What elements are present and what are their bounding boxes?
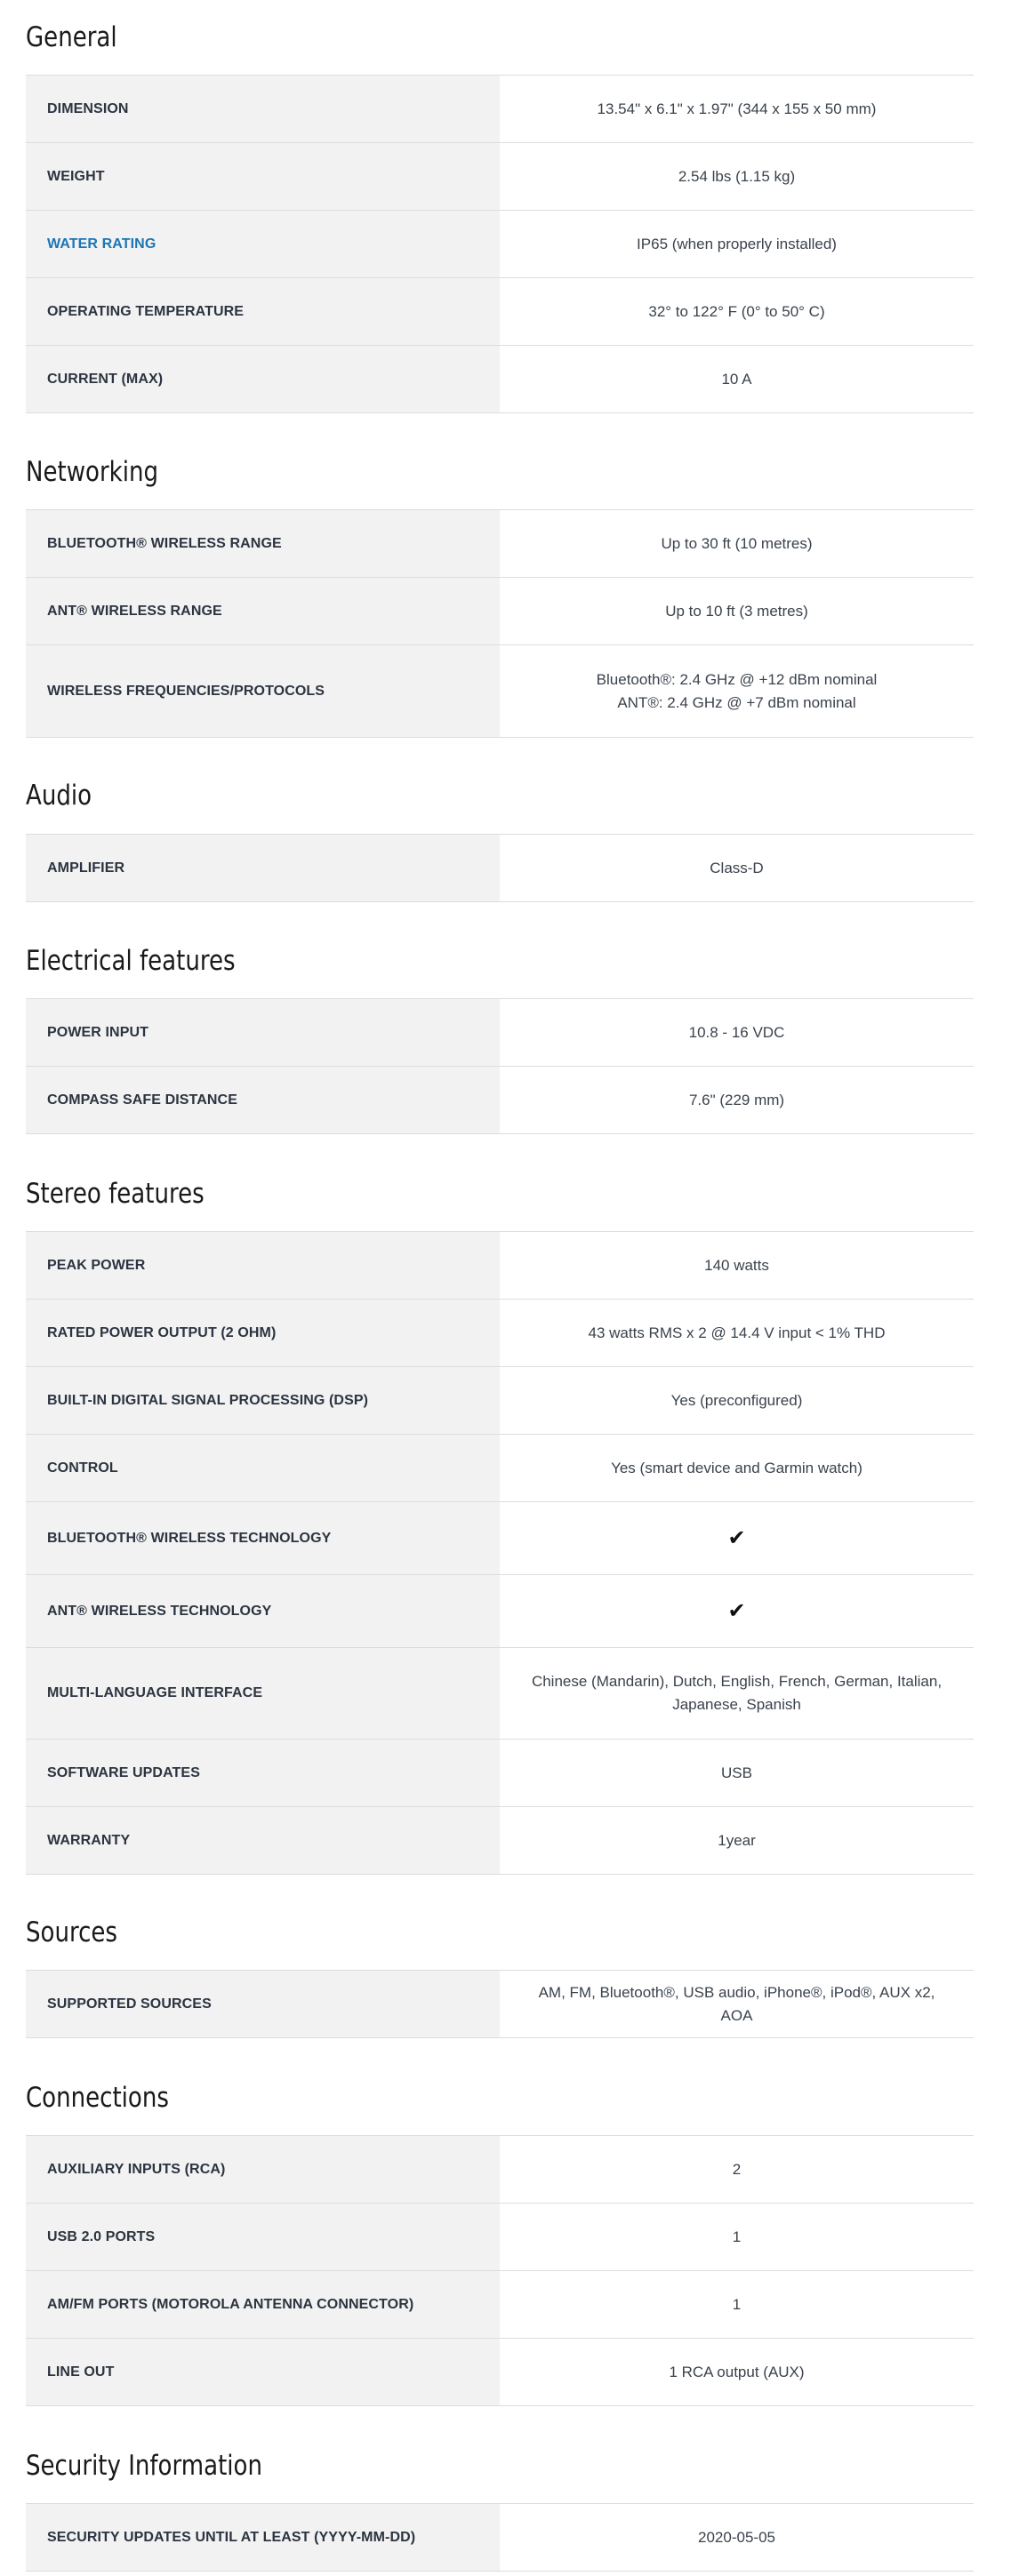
spec-value — [500, 2504, 974, 2571]
spec-row-dsp — [26, 1367, 974, 1435]
spec-label: AMPLIFIER — [26, 835, 500, 901]
spec-row-wireless-frequencies — [26, 645, 974, 738]
spec-row-rated-power-output — [26, 1300, 974, 1367]
spec-value — [500, 143, 974, 210]
spec-table — [26, 509, 974, 738]
spec-label: SUPPORTED SOURCES — [26, 1971, 500, 2037]
spec-value-text: IP65 (when properly installed) — [637, 235, 837, 252]
spec-value-text: 7.6" (229 mm) — [688, 1091, 785, 1108]
spec-label: POWER INPUT — [26, 999, 500, 1066]
spec-value-text: 1 RCA output (AUX) — [669, 2363, 805, 2380]
spec-label: WARRANTY — [26, 1807, 500, 1874]
spec-value-line: Chinese (Mandarin), Dutch, English, French, German, Italian, — [531, 1673, 943, 1690]
spec-label: BLUETOOTH® WIRELESS TECHNOLOGY — [26, 1502, 500, 1574]
spec-value — [500, 578, 974, 644]
spec-value — [500, 2271, 974, 2338]
spec-label: ANT® WIRELESS TECHNOLOGY — [26, 1575, 500, 1647]
spec-label: RATED POWER OUTPUT (2 OHM) — [26, 1300, 500, 1366]
checkmark-icon: ✔ — [727, 1598, 746, 1623]
spec-value-line: Bluetooth®: 2.4 GHz @ +12 dBm nominal — [596, 670, 878, 688]
spec-table — [26, 2503, 974, 2572]
spec-value-text: 2020-05-05 — [698, 2528, 775, 2546]
spec-value — [500, 1067, 974, 1133]
spec-value-text: 2 — [732, 2160, 742, 2178]
spec-label: PEAK POWER — [26, 1232, 500, 1299]
spec-label: USB 2.0 PORTS — [26, 2204, 500, 2270]
spec-value — [500, 2339, 974, 2405]
spec-row-peak-power — [26, 1232, 974, 1300]
spec-value — [500, 211, 974, 277]
spec-value-text: Up to 30 ft (10 metres) — [661, 534, 813, 552]
section-title: Sources — [26, 1916, 118, 1948]
spec-table — [26, 2135, 974, 2406]
spec-row-operating-temperature — [26, 278, 974, 346]
spec-value-text: 32° to 122° F (0° to 50° C) — [648, 302, 825, 320]
spec-value-text: Up to 10 ft (3 metres) — [665, 602, 808, 620]
spec-value-text: USB — [721, 1764, 752, 1781]
spec-value — [500, 2204, 974, 2270]
spec-row-ant-range — [26, 578, 974, 645]
spec-value-text: 1 — [732, 2228, 742, 2245]
spec-row-multi-language-interface — [26, 1648, 974, 1740]
spec-label: CONTROL — [26, 1435, 500, 1501]
section-title: Stereo features — [26, 1178, 205, 1210]
spec-row-control — [26, 1435, 974, 1502]
spec-row-bluetooth-range — [26, 510, 974, 578]
spec-row-amplifier — [26, 835, 974, 902]
section-title: Electrical features — [26, 945, 236, 977]
spec-value — [500, 1807, 974, 1874]
spec-value-text: 13.54" x 6.1" x 1.97" (344 x 155 x 50 mm) — [597, 100, 877, 117]
spec-value-text: 2.54 lbs (1.15 kg) — [678, 167, 796, 185]
spec-row-warranty — [26, 1807, 974, 1875]
spec-value-text: Class-D — [710, 859, 764, 876]
spec-label: OPERATING TEMPERATURE — [26, 278, 500, 345]
spec-value-text: 10 A — [721, 370, 752, 388]
section-title: Connections — [26, 2082, 169, 2114]
spec-row-compass-safe-distance — [26, 1067, 974, 1134]
spec-row-auxiliary-inputs — [26, 2136, 974, 2204]
spec-value-text: 10.8 - 16 VDC — [688, 1023, 785, 1041]
spec-label: AUXILIARY INPUTS (RCA) — [26, 2136, 500, 2203]
spec-value-line: Japanese, Spanish — [672, 1696, 801, 1713]
spec-value — [500, 1740, 974, 1806]
spec-row-supported-sources — [26, 1971, 974, 2038]
water-rating-link[interactable]: WATER RATING — [26, 211, 500, 277]
spec-value — [500, 1300, 974, 1366]
spec-value-text: 43 watts RMS x 2 @ 14.4 V input < 1% THD — [588, 1324, 886, 1341]
spec-row-current-max — [26, 346, 974, 413]
spec-value — [500, 1971, 974, 2037]
spec-label: WIRELESS FREQUENCIES/PROTOCOLS — [26, 645, 500, 737]
section-title: General — [26, 21, 117, 53]
spec-value — [500, 1575, 974, 1647]
spec-value — [500, 510, 974, 577]
spec-value-text: 1 — [732, 2295, 742, 2313]
spec-value-text: Yes (preconfigured) — [670, 1391, 803, 1409]
spec-row-software-updates — [26, 1740, 974, 1807]
spec-label: MULTI-LANGUAGE INTERFACE — [26, 1648, 500, 1739]
section-title: Audio — [26, 780, 92, 812]
spec-value — [500, 2136, 974, 2203]
spec-value — [500, 1502, 974, 1574]
spec-value-text: 1year — [718, 1831, 756, 1849]
spec-value-text: AM, FM, Bluetooth®, USB audio, iPhone®, iPod®, AUX x2, AOA — [538, 1983, 935, 2024]
spec-label: ANT® WIRELESS RANGE — [26, 578, 500, 644]
spec-label: CURRENT (MAX) — [26, 346, 500, 412]
spec-label: DIMENSION — [26, 76, 500, 142]
spec-row-bluetooth-technology — [26, 1502, 974, 1575]
spec-value-text: Yes (smart device and Garmin watch) — [611, 1459, 863, 1476]
spec-label: SOFTWARE UPDATES — [26, 1740, 500, 1806]
spec-value — [500, 1232, 974, 1299]
section-title: Security Information — [26, 2450, 262, 2482]
spec-value — [500, 278, 974, 345]
spec-row-power-input — [26, 999, 974, 1067]
spec-row-water-rating — [26, 211, 974, 278]
spec-value — [500, 999, 974, 1066]
spec-row-dimension — [26, 76, 974, 143]
spec-table — [26, 998, 974, 1134]
spec-value — [500, 76, 974, 142]
spec-value — [500, 1435, 974, 1501]
spec-value — [500, 1367, 974, 1434]
spec-row-weight — [26, 143, 974, 211]
checkmark-icon: ✔ — [727, 1525, 746, 1550]
section-title: Networking — [26, 456, 158, 488]
spec-value — [500, 1648, 974, 1739]
spec-row-security-updates — [26, 2504, 974, 2572]
spec-value-text: 140 watts — [704, 1256, 769, 1274]
spec-label: BUILT-IN DIGITAL SIGNAL PROCESSING (DSP) — [26, 1367, 500, 1434]
spec-row-am-fm-ports — [26, 2271, 974, 2339]
spec-label: LINE OUT — [26, 2339, 500, 2405]
spec-label: SECURITY UPDATES UNTIL AT LEAST (YYYY-MM-DD) — [26, 2504, 500, 2571]
spec-row-line-out — [26, 2339, 974, 2406]
spec-table — [26, 1970, 974, 2038]
spec-label: COMPASS SAFE DISTANCE — [26, 1067, 500, 1133]
spec-label: AM/FM PORTS (MOTOROLA ANTENNA CONNECTOR) — [26, 2271, 500, 2338]
spec-value — [500, 346, 974, 412]
spec-label: WEIGHT — [26, 143, 500, 210]
spec-value — [500, 645, 974, 737]
spec-label: BLUETOOTH® WIRELESS RANGE — [26, 510, 500, 577]
spec-table — [26, 1231, 974, 1875]
spec-row-usb-ports — [26, 2204, 974, 2271]
spec-table — [26, 834, 974, 902]
spec-table — [26, 75, 974, 413]
spec-value-line: ANT®: 2.4 GHz @ +7 dBm nominal — [617, 693, 856, 711]
spec-row-ant-technology — [26, 1575, 974, 1648]
spec-value — [500, 835, 974, 901]
